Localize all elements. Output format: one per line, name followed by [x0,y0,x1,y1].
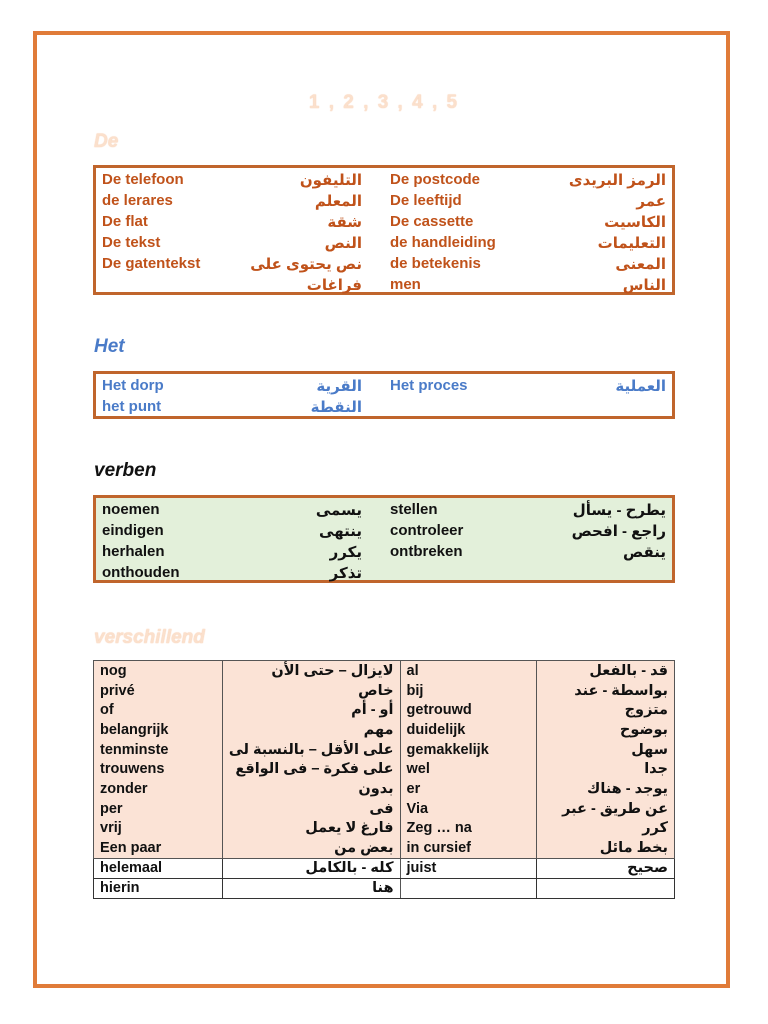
table-row [96,255,672,276]
word-nl: hierin [94,878,223,898]
word-ar: لايزال – حتى الأن [222,661,400,681]
word-nl: noemen [102,501,160,518]
word-ar: فارغ لا يعمل [222,819,400,839]
word-nl: Een paar [94,838,223,858]
word-nl: er [400,779,536,799]
word-ar: النقطة [310,399,362,416]
table-de [93,165,675,295]
word-nl: Het dorp [102,377,164,394]
word-ar: كرر [536,819,674,839]
word-ar: النص [324,235,362,252]
word-ar: على الأقل – بالنسبة لى [222,740,400,760]
table-verben [93,495,675,583]
word-ar: مهم [222,720,400,740]
word-nl: per [94,799,223,819]
word-nl: helemaal [94,858,223,878]
word-ar: سهل [536,740,674,760]
word-nl: De cassette [390,213,474,230]
word-nl: in cursief [400,838,536,858]
word-nl: al [400,661,536,681]
word-ar: ينتهى [319,523,362,540]
word-ar: التليفون [299,172,362,189]
word-ar: ينقص [622,544,666,561]
table-row [94,838,675,858]
word-nl: De postcode [390,171,481,188]
table-row [96,213,672,234]
word-nl: Zeg … na [400,819,536,839]
word-ar: المعلم [314,193,362,210]
word-nl: De tekst [102,234,161,251]
word-nl: of [94,700,223,720]
word-ar: بعض من [222,838,400,858]
word-nl: getrouwd [400,700,536,720]
table-row [94,681,675,701]
word-nl: herhalen [102,543,165,560]
table-row [94,720,675,740]
word-ar: بخط مائل [536,838,674,858]
word-nl: duidelijk [400,720,536,740]
word-ar: يوجد - هناك [536,779,674,799]
table-row [96,276,672,297]
page-title: 1 , 2 , 3 , 4 , 5 [308,92,460,113]
heading-de: De [94,131,119,152]
word-ar: يكرر [329,544,362,561]
table-row [96,234,672,255]
word-nl: Het proces [390,377,468,394]
word-ar: الرمز البريدى [568,172,666,189]
word-nl: trouwens [94,759,223,779]
word-ar: فراغات [306,277,362,294]
word-ar: صحيح [536,858,674,878]
word-nl: De leeftijd [390,192,462,209]
word-ar: الكاسيت [604,214,666,231]
word-nl: De flat [102,213,148,230]
table-row [96,564,672,585]
word-nl: bij [400,681,536,701]
word-nl: de lerares [102,192,173,209]
word-nl: privé [94,681,223,701]
word-nl: het punt [102,398,162,415]
word-ar: على فكرة – فى الواقع [222,759,400,779]
word-ar: يسمى [315,502,362,519]
word-ar: عن طريق - عبر [536,799,674,819]
word-nl: vrij [94,819,223,839]
table-row [96,501,672,522]
word-nl: onthouden [102,564,180,581]
word-ar: بدون [222,779,400,799]
word-nl: ontbreken [390,543,463,560]
word-ar: التعليمات [597,235,666,252]
heading-het: Het [94,336,125,357]
word-nl: nog [94,661,223,681]
heading-verben: verben [94,460,157,481]
table-row [94,799,675,819]
word-ar: متزوج [536,700,674,720]
table-row [96,398,672,419]
word-ar: جدا [536,759,674,779]
word-ar: المعنى [615,256,666,273]
table-verschillend [93,660,675,899]
word-nl: controleer [390,522,464,539]
word-ar: نص يحتوى على [250,256,362,273]
word-ar: شقة [327,214,362,231]
word-nl: tenminste [94,740,223,760]
word-ar: هنا [222,878,400,898]
word-nl: eindigen [102,522,164,539]
word-ar: يطرح - يسأل [572,502,666,519]
word-nl [400,878,536,898]
word-nl: gemakkelijk [400,740,536,760]
word-nl: de betekenis [390,255,481,272]
word-nl: De gatentekst [102,255,201,272]
word-ar: عمر [636,193,666,210]
table-row [94,858,675,878]
table-het [93,371,675,419]
word-nl: wel [400,759,536,779]
table-row [94,779,675,799]
word-ar: تذكر [329,565,362,582]
word-nl: stellen [390,501,438,518]
word-ar: خاص [222,681,400,701]
table-row [94,878,675,898]
word-nl: De telefoon [102,171,184,188]
table-row [94,759,675,779]
word-ar: العملية [615,378,666,395]
word-ar: بواسطة - عند [536,681,674,701]
word-ar: الناس [622,277,666,294]
word-nl: Via [400,799,536,819]
word-nl: zonder [94,779,223,799]
word-nl: belangrijk [94,720,223,740]
table-row [96,192,672,213]
table-row [94,661,675,681]
word-ar: قد - بالفعل [536,661,674,681]
table-row [94,740,675,760]
word-nl: men [390,276,421,293]
word-ar: راجع - افحص [571,523,666,540]
word-nl: de handleiding [390,234,496,251]
word-ar: القرية [316,378,362,395]
word-ar: فى [222,799,400,819]
table-row [96,522,672,543]
word-ar: كله - بالكامل [222,858,400,878]
word-ar [536,878,674,898]
table-row [94,819,675,839]
heading-verschillend: verschillend [94,627,205,648]
table-row [96,171,672,192]
word-nl: juist [400,858,536,878]
word-ar: بوضوح [536,720,674,740]
table-row [94,700,675,720]
table-row [96,543,672,564]
table-row [96,377,672,398]
word-ar: أو - أم [222,700,400,720]
